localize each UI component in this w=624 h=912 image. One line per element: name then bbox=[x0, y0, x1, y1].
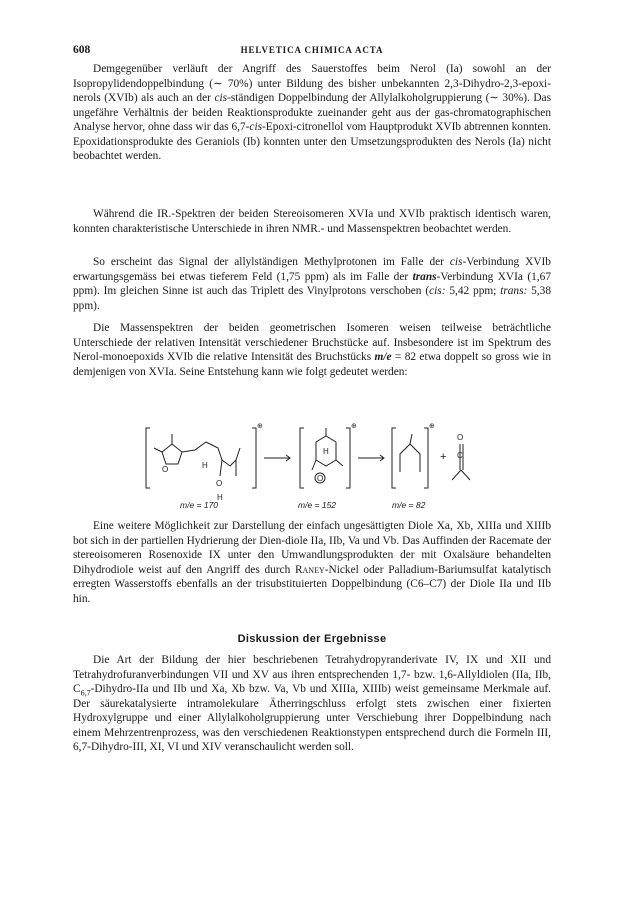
mass-label-3: m/e = 82 bbox=[392, 500, 426, 510]
paragraph-4: Die Massenspektren der beiden geometrischen Isomeren weisen teilweise beträchtliche Unterschiede der relativen Intensität verschiedener Bruchstücke auf. Insbesondere ist im Spektrum des Nerol-monoepoxids XVIb die relative Intensität des Bruchstücks m/e = 82 etwa doppelt so gross wie in demjenigen von XVIa. Seine Entstehung kann wie folgt gedeutet werden: bbox=[73, 322, 551, 378]
atom-h-2: H bbox=[217, 493, 223, 502]
diene-3 bbox=[400, 434, 420, 472]
paragraph-5: Eine weitere Möglichkeit zur Darstellung der einfach ungesättigten Diole Xa, Xb, XIIIa und XIIIb bot sich in der partiellen Hydrierung der Dien-diole IIa, IIb, Va und Vb. Das Auffinden der Racemate der stereoisomeren Rosenoxide IX unter den Umwandlungsprodukten der mit Oxalsäure behandelten Dihydrodiole weist auf den Angriff des durch Raney-Nickel oder Palladium-Bariumsulfat katalytisch erregten Wasserstoffs ebenfalls an der trisubstituierten Doppelbindung (C6–C7) der Diole IIa und IIb hin. bbox=[73, 520, 551, 605]
page-number: 608 bbox=[73, 44, 91, 56]
atom-o-4: O bbox=[457, 433, 464, 442]
section-heading: Diskussion der Ergebnisse bbox=[237, 633, 387, 645]
charge-3: ⊕ bbox=[429, 423, 435, 430]
charge-1: ⊕ bbox=[257, 423, 263, 430]
page-header bbox=[73, 44, 551, 60]
acetone bbox=[452, 444, 470, 480]
journal-title: HELVETICA CHIMICA ACTA bbox=[240, 45, 384, 55]
atom-c-4: C bbox=[457, 451, 463, 460]
paragraph-1: Demgegenüber verläuft der Angriff des Sauerstoffes beim Nerol (Ia) sowohl an der Isopropylidendoppelbindung (∼ 70%) unter Bildung des bisher unbekannten 2,3-Dihydro-2,3-epoxi-nerols (XVIb) als auch an der cis-ständigen Doppelbindung der Allylalkoholgruppierung (∼ 30%). Das ungefähre Verhältnis der beiden Reaktionsprodukte zueinander geht aus der gas-chromatographischen Analyse hervor, ohne dass wir das 6,7-cis-Epoxi-citronellol vom Hauptprodukt XVIb abtrennen konnten. Epoxidationsprodukte des Geraniols (Ib) konnten unter den Umsetzungsprodukten des Nerols (Ia) nicht beobachtet werden. bbox=[73, 63, 551, 162]
paragraph-2: Während die IR.-Spektren der beiden Stereoisomeren XVIa und XVIb praktisch identisch waren, konnten charakteristische Unterschiede in ihren NMR.- und Massenspektren beobachtet werden. bbox=[73, 208, 551, 235]
fragmentation-scheme bbox=[140, 420, 500, 515]
atom-h-1: H bbox=[202, 461, 208, 470]
bracket-2-right bbox=[346, 428, 350, 488]
mass-label-1: m/e = 170 bbox=[180, 500, 219, 510]
arrow-1 bbox=[264, 455, 290, 461]
bond-1 bbox=[220, 460, 222, 476]
bracket-1-left bbox=[146, 428, 150, 488]
paragraph-3: So erscheint das Signal der allylständigen Methylprotonen im Falle der cis-Verbindung XVIb erwartungsgemäss bei etwas tieferem Feld (1,75 ppm) als im Falle der trans-Verbindung XVIa (1,67 ppm). Im gleichen Sinne ist auch das Triplett des Vinylprotons verschoben (cis: 5,42 ppm; trans: 5,38 ppm). bbox=[73, 256, 551, 312]
ring-1 bbox=[162, 444, 182, 464]
atom-o-2: O bbox=[216, 479, 223, 488]
charge-2: ⊕ bbox=[351, 423, 357, 430]
atom-o-1: O bbox=[162, 465, 169, 474]
atom-o-3: O bbox=[317, 474, 324, 483]
paragraph-6: Die Art der Bildung der hier beschriebenen Tetrahydropyranderivate IV, IX und XII und Tetrahydrofuranverbindungen VII und XV aus ihren entsprechenden 1,7- bzw. 1,6-Allyldiolen (IIa, IIb, $C_{6,7}-Dihydro$-IIa und IIb und Xa, Xb bzw. Va, Vb und XIIIa, XIIIb) weist gemeinsame Merkmale auf. Der säurekatalysierte intramolekulare Ätherringschluss erfolgt stets zwischen einer fixierten Hydroxylgruppe und einer Allylalkoholgruppierung unter Verschiebung ihrer Doppelbindung nach einem Mehrzentrenprozess, was den verschiedenen Reaktionstypen entsprechend durch die Formeln III, 6,7-Dihydro-III, XI, VI und XIV veranschaulicht werden soll. bbox=[73, 654, 551, 753]
plus-sign: + bbox=[440, 451, 447, 463]
bracket-2-left bbox=[300, 428, 304, 488]
bracket-1-right bbox=[252, 428, 256, 488]
mass-label-2: m/e = 152 bbox=[298, 500, 337, 510]
arrow-2 bbox=[358, 455, 384, 461]
bracket-3-left bbox=[392, 428, 396, 488]
atom-h-3: H bbox=[323, 447, 329, 456]
bracket-3-right bbox=[424, 428, 428, 488]
